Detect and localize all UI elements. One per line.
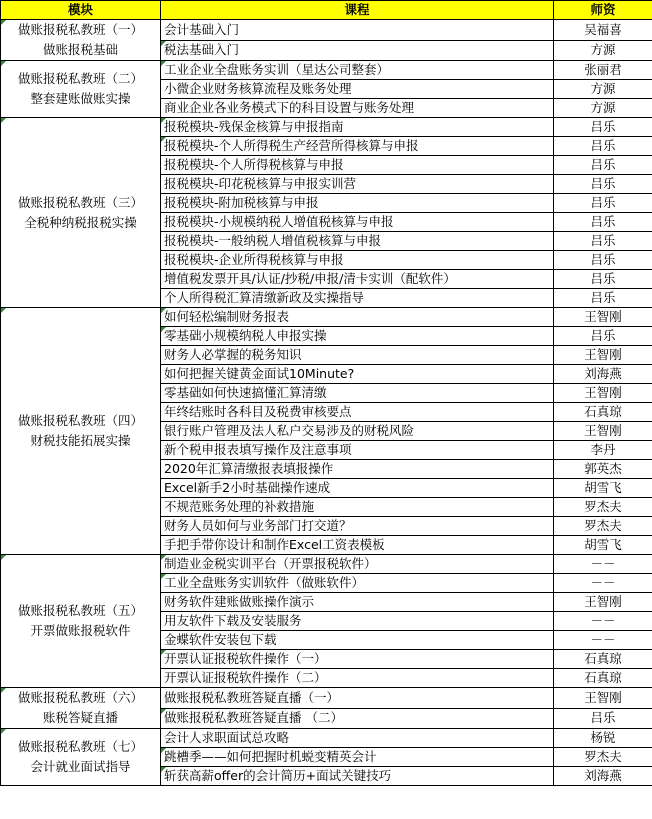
course-cell: 不规范账务处理的补救措施 bbox=[161, 498, 554, 517]
course-cell: 会计人求职面试总攻略 bbox=[161, 729, 554, 748]
course-cell: 报税模块-企业所得税核算与申报 bbox=[161, 251, 554, 270]
teacher-cell: 吕乐 bbox=[554, 289, 652, 308]
module-subtitle: 财税技能拓展实操 bbox=[30, 433, 131, 448]
teacher-cell: 李丹 bbox=[554, 441, 652, 460]
course-cell: 做账报税私教班答疑直播 （二） bbox=[161, 708, 554, 729]
teacher-cell: 方源 bbox=[554, 40, 652, 61]
course-cell: 如何把握关键黄金面试10Minute? bbox=[161, 365, 554, 384]
course-cell: 税法基础入门 bbox=[161, 40, 554, 61]
teacher-cell: 方源 bbox=[554, 99, 652, 118]
module-subtitle: 全税种纳税报税实操 bbox=[24, 214, 137, 230]
course-cell: 做账报税私教班答疑直播（一） bbox=[161, 688, 554, 709]
teacher-cell: 王智刚 bbox=[554, 422, 652, 441]
header-course: 课程 bbox=[161, 1, 554, 20]
module-cell bbox=[1, 688, 161, 729]
course-cell: 年终结账时各科目及税费审核要点 bbox=[161, 403, 554, 422]
teacher-cell: 刘海燕 bbox=[554, 365, 652, 384]
course-cell: 零基础小规模纳税人申报实操 bbox=[161, 327, 554, 346]
course-cell: 商业企业各业务模式下的科目设置与账务处理 bbox=[161, 99, 554, 118]
course-cell: 报税模块-印花税核算与申报实训营 bbox=[161, 175, 554, 194]
module-title: 做账报税私教班（一） bbox=[17, 22, 143, 37]
course-cell: 财务软件建账做账操作演示 bbox=[161, 593, 554, 612]
table-row bbox=[1, 61, 652, 80]
teacher-cell: 王智刚 bbox=[554, 688, 652, 709]
table-row bbox=[1, 555, 652, 574]
module-cell bbox=[1, 20, 161, 61]
course-cell: 新个税申报表填写操作及注意事项 bbox=[161, 441, 554, 460]
course-cell: 开票认证报税软件操作（一） bbox=[161, 650, 554, 669]
teacher-cell: 杨锐 bbox=[554, 729, 652, 748]
teacher-cell: 王智刚 bbox=[554, 346, 652, 365]
module-title: 做账报税私教班（二） bbox=[17, 71, 143, 86]
teacher-cell: 吕乐 bbox=[554, 194, 652, 213]
teacher-cell: 吕乐 bbox=[554, 175, 652, 194]
module-subtitle: 做账报税基础 bbox=[42, 42, 118, 57]
course-cell: 银行账户管理及法人私户交易涉及的财税风险 bbox=[161, 422, 554, 441]
teacher-cell: 吕乐 bbox=[554, 156, 652, 175]
teacher-cell: 刘海燕 bbox=[554, 767, 652, 786]
table-row bbox=[1, 688, 652, 709]
teacher-cell: 王智刚 bbox=[554, 384, 652, 403]
header-teacher: 师资 bbox=[554, 1, 652, 20]
teacher-cell: 吕乐 bbox=[554, 213, 652, 232]
course-cell: 工业全盘账务实训软件（做账软件） bbox=[161, 574, 554, 593]
teacher-cell: 王智刚 bbox=[554, 593, 652, 612]
course-cell: 财务人必掌握的税务知识 bbox=[161, 346, 554, 365]
course-cell: 手把手带你设计和制作Excel工资表模板 bbox=[161, 536, 554, 555]
teacher-cell: 石真琼 bbox=[554, 403, 652, 422]
teacher-cell: 吕乐 bbox=[554, 270, 652, 289]
course-cell: 小微企业财务核算流程及账务处理 bbox=[161, 80, 554, 99]
module-subtitle: 整套建账做账实操 bbox=[30, 91, 131, 106]
teacher-cell: 胡雪飞 bbox=[554, 479, 652, 498]
module-cell bbox=[1, 61, 161, 118]
teacher-cell: 罗杰夫 bbox=[554, 748, 652, 767]
module-subtitle: 会计就业面试指导 bbox=[30, 759, 131, 774]
module-title: 做账报税私教班（三） bbox=[17, 194, 143, 210]
teacher-cell: －－ bbox=[554, 555, 652, 574]
course-cell: 报税模块-小规模纳税人增值税核算与申报 bbox=[161, 213, 554, 232]
table-row bbox=[1, 729, 652, 748]
teacher-cell: 方源 bbox=[554, 80, 652, 99]
course-cell: 用友软件下载及安装服务 bbox=[161, 612, 554, 631]
course-cell: 金蝶软件安装包下载 bbox=[161, 631, 554, 650]
course-cell: 报税模块-附加税核算与申报 bbox=[161, 194, 554, 213]
teacher-cell: 吕乐 bbox=[554, 708, 652, 729]
teacher-cell: 王智刚 bbox=[554, 308, 652, 327]
module-title: 做账报税私教班（七） bbox=[17, 739, 143, 754]
module-cell bbox=[1, 118, 161, 308]
table-row bbox=[1, 20, 652, 41]
module-title: 做账报税私教班（六） bbox=[17, 690, 143, 705]
course-cell: 财务人员如何与业务部门打交道？ bbox=[161, 517, 554, 536]
course-cell: 开票认证报税软件操作（二） bbox=[161, 669, 554, 688]
module-cell bbox=[1, 308, 161, 555]
course-cell: 报税模块-一般纳税人增值税核算与申报 bbox=[161, 232, 554, 251]
course-cell: 报税模块-个人所得税生产经营所得核算与申报 bbox=[161, 137, 554, 156]
teacher-cell: 吴福喜 bbox=[554, 20, 652, 41]
teacher-cell: 吕乐 bbox=[554, 118, 652, 137]
teacher-cell: 石真琼 bbox=[554, 669, 652, 688]
course-cell: 增值税发票开具/认证/抄税/申报/清卡实训（配软件） bbox=[161, 270, 554, 289]
course-cell: 如何轻松编制财务报表 bbox=[161, 308, 554, 327]
course-cell: 个人所得税汇算清缴新政及实操指导 bbox=[161, 289, 554, 308]
header-module: 模块 bbox=[1, 1, 161, 20]
module-title: 做账报税私教班（四） bbox=[17, 413, 143, 428]
module-cell bbox=[1, 729, 161, 786]
teacher-cell: 罗杰夫 bbox=[554, 498, 652, 517]
course-cell: 零基础如何快速搞懂汇算清缴 bbox=[161, 384, 554, 403]
module-subtitle: 账税答疑直播 bbox=[42, 710, 118, 725]
table-body bbox=[1, 20, 652, 786]
header-row bbox=[1, 1, 652, 20]
table-row bbox=[1, 118, 652, 137]
teacher-cell: 张丽君 bbox=[554, 61, 652, 80]
table-row bbox=[1, 308, 652, 327]
module-title: 做账报税私教班（五） bbox=[17, 603, 143, 618]
teacher-cell: －－ bbox=[554, 612, 652, 631]
course-cell: 制造业金税实训平台（开票报税软件） bbox=[161, 555, 554, 574]
course-cell: 2020年汇算清缴报表填报操作 bbox=[161, 460, 554, 479]
module-cell bbox=[1, 555, 161, 688]
course-cell: 会计基础入门 bbox=[161, 20, 554, 41]
course-cell: 斩获高薪offer的会计简历+面试关键技巧 bbox=[161, 767, 554, 786]
teacher-cell: 吕乐 bbox=[554, 232, 652, 251]
module-subtitle: 开票做账报税软件 bbox=[30, 623, 131, 638]
teacher-cell: 吕乐 bbox=[554, 327, 652, 346]
teacher-cell: 吕乐 bbox=[554, 137, 652, 156]
teacher-cell: －－ bbox=[554, 574, 652, 593]
teacher-cell: 胡雪飞 bbox=[554, 536, 652, 555]
teacher-cell: －－ bbox=[554, 631, 652, 650]
course-cell: 工业企业全盘账务实训（星达公司整套） bbox=[161, 61, 554, 80]
teacher-cell: 石真琼 bbox=[554, 650, 652, 669]
course-cell: 跳槽季——如何把握时机蜕变精英会计 bbox=[161, 748, 554, 767]
course-cell: Excel新手2小时基础操作速成 bbox=[161, 479, 554, 498]
teacher-cell: 吕乐 bbox=[554, 251, 652, 270]
course-cell: 报税模块-残保金核算与申报指南 bbox=[161, 118, 554, 137]
teacher-cell: 郭英杰 bbox=[554, 460, 652, 479]
teacher-cell: 罗杰夫 bbox=[554, 517, 652, 536]
course-cell: 报税模块-个人所得税核算与申报 bbox=[161, 156, 554, 175]
